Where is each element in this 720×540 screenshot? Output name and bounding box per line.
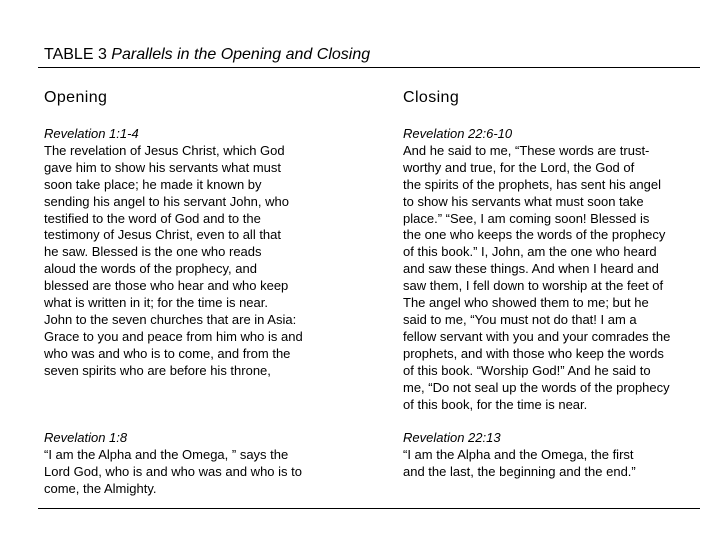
passage-line: of this book. “Worship God!” And he said to [403,362,651,378]
scripture-reference: Revelation 1:1-4 [44,126,139,141]
passage-line: aloud the words of the prophecy, and [44,261,257,277]
passage-line: soon take place; he made it known by [44,176,262,192]
passage-line: John to the seven churches that are in Asia: [44,311,297,327]
top-rule [38,67,700,68]
passage-line: what is written in it; for the time is near. [44,295,268,311]
passage-line: the spirits of the prophets, has sent his angel [403,176,661,192]
scripture-reference: Revelation 22:13 [403,430,501,445]
passage-line: and the last, the beginning and the end.” [403,463,636,479]
passage-line: blessed are those who hear and who keep [44,278,289,294]
column-header-closing: Closing [403,89,460,106]
passage-line: the one who keeps the words of the prophecy [403,227,666,243]
passage-line: testimony of Jesus Christ, even to all that [44,227,281,243]
passage-line: of this book.” I, John, am the one who heard [403,244,657,260]
passage-line: testified to the word of God and to the [44,210,261,226]
table-title [44,45,370,65]
passage-line: place.” “See, I am coming soon! Blessed is [403,210,650,226]
passage-line: Grace to you and peace from him who is and [44,328,303,344]
passage-line: saw them, I fell down to worship at the feet of [403,278,664,294]
scripture-reference: Revelation 1:8 [44,430,128,445]
passage-line: And he said to me, “These words are trust- [403,142,650,158]
scripture-reference: Revelation 22:6-10 [403,126,513,141]
passage-line: worthy and true, for the Lord, the God of [403,159,635,175]
table-cell-closing [403,430,703,481]
table-title-label: TABLE 3 [44,46,107,63]
passage-line: me, “Do not seal up the words of the prophecy [403,379,670,395]
passage-line: who was and who is to come, and from the [44,345,291,361]
passage-line: “I am the Alpha and the Omega, the first [403,446,634,462]
passage-line: The revelation of Jesus Christ, which God [44,142,285,158]
passage-line: said to me, “You must not do that! I am a [403,311,637,327]
passage-line: seven spirits who are before his throne, [44,362,271,378]
passage-line: prophets, and with those who keep the words [403,345,664,361]
passage-line: of this book, for the time is near. [403,396,588,412]
bottom-rule [38,508,700,509]
table-title-caption: Parallels in the Opening and Closing [111,46,371,63]
table-cell-opening [44,430,344,498]
passage-line: and saw these things. And when I heard and [403,261,659,277]
passage-line: The angel who showed them to me; but he [403,295,649,311]
table-cell-closing [403,126,703,413]
passage-line: gave him to show his servants what must [44,159,281,175]
passage-line: to show his servants what must soon take [403,193,644,209]
column-header-opening: Opening [44,89,108,106]
passage-line: come, the Almighty. [44,480,157,496]
passage-line: he saw. Blessed is the one who reads [44,244,262,260]
passage-line: sending his angel to his servant John, who [44,193,289,209]
passage-line: “I am the Alpha and the Omega, ” says the [44,446,289,462]
passage-line: Lord God, who is and who was and who is to [44,463,302,479]
table-cell-opening [44,126,344,380]
passage-line: fellow servant with you and your comrades the [403,328,671,344]
